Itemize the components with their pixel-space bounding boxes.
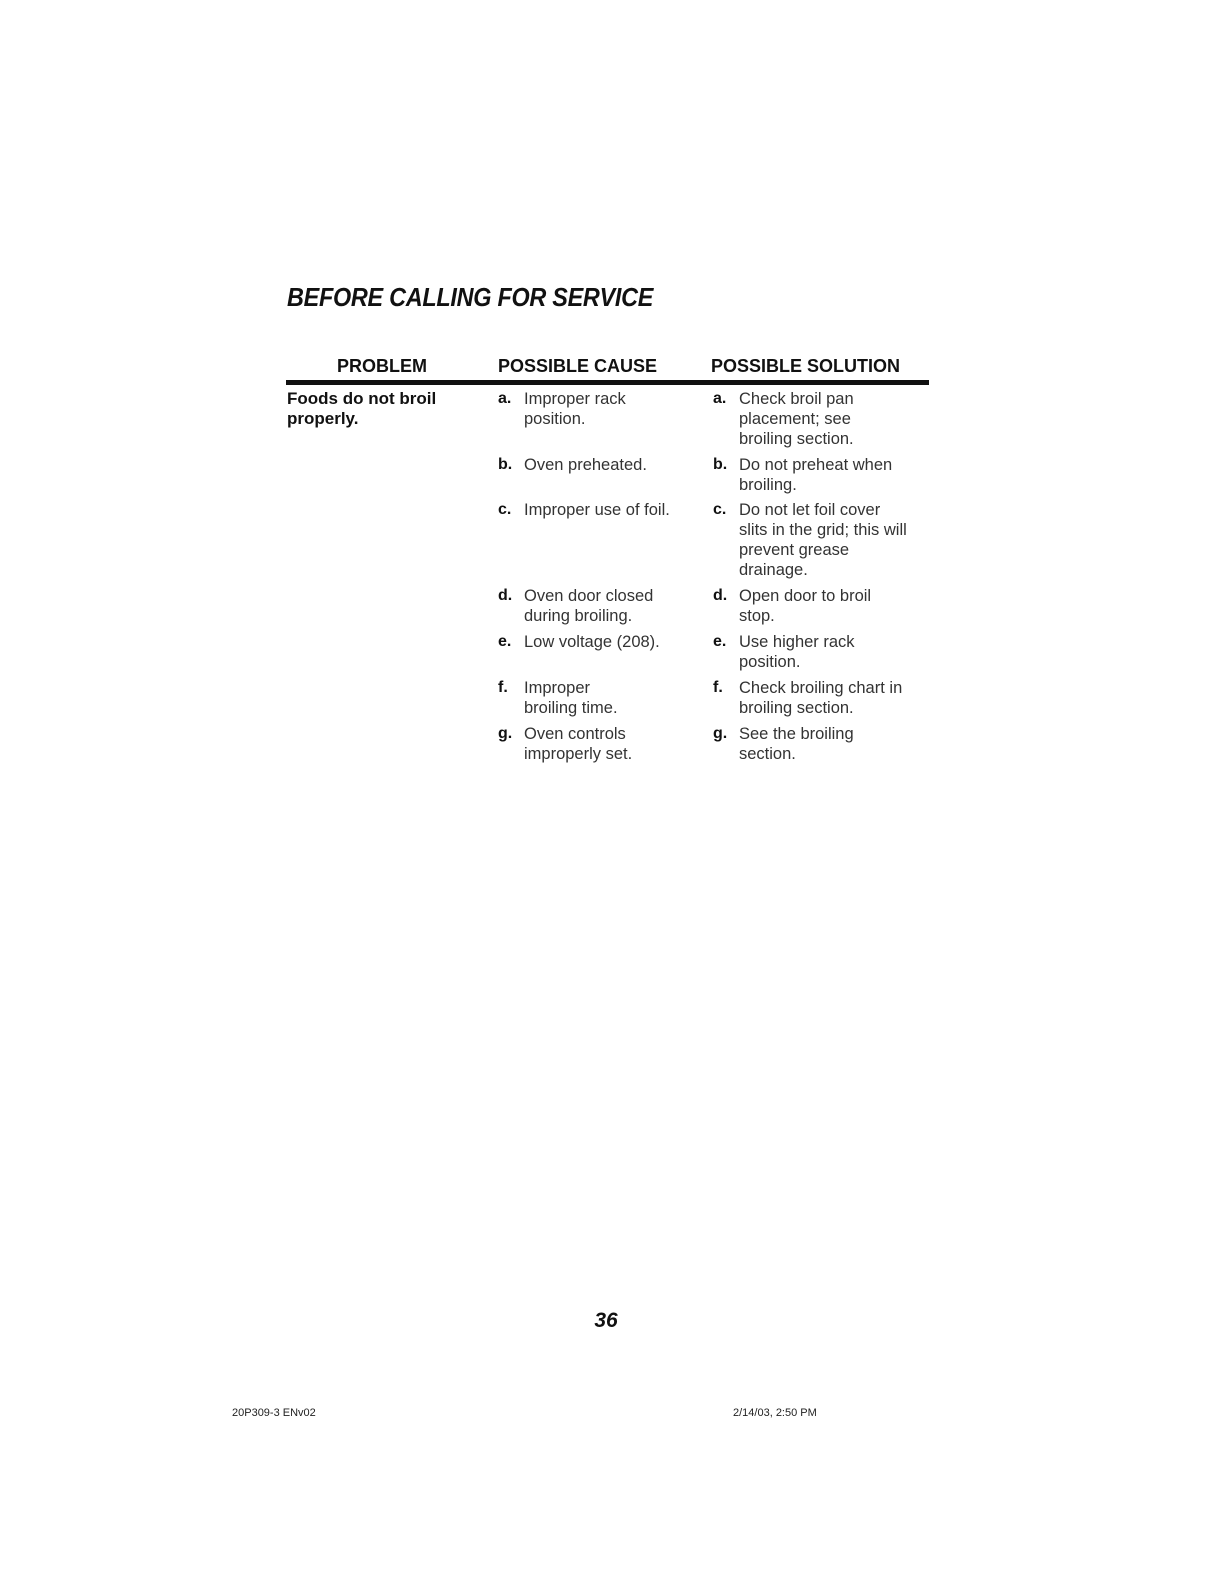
- footer-doc-code: 20P309-3 ENv02: [232, 1407, 316, 1419]
- solution-letter: f.: [713, 679, 723, 696]
- column-header-problem: PROBLEM: [337, 356, 427, 376]
- solution-item-d: [713, 586, 928, 626]
- cause-letter: d.: [498, 587, 513, 604]
- solution-text: See the broiling section.: [739, 725, 854, 763]
- solution-text: Check broiling chart in broiling section.: [739, 679, 903, 717]
- solution-letter: b.: [713, 456, 728, 473]
- solution-item-a: [713, 389, 928, 449]
- solution-item-f: [713, 678, 928, 718]
- solution-item-c: [713, 500, 928, 580]
- cause-letter: a.: [498, 390, 512, 407]
- cause-text: Oven door closed during broiling.: [524, 587, 654, 625]
- solution-letter: d.: [713, 587, 728, 604]
- solution-item-e: [713, 632, 928, 672]
- solution-letter: e.: [713, 633, 727, 650]
- solution-letter: g.: [713, 725, 728, 742]
- cause-item-e: [498, 632, 698, 652]
- cause-item-a: [498, 389, 698, 429]
- cause-text: Low voltage (208).: [524, 633, 660, 651]
- problem-text: Foods do not broil properly.: [287, 389, 437, 428]
- cause-item-b: [498, 455, 698, 475]
- cause-text: Improper broiling time.: [524, 679, 618, 717]
- column-header-cause: POSSIBLE CAUSE: [498, 356, 658, 376]
- solution-item-b: [713, 455, 928, 495]
- cause-item-d: [498, 586, 698, 626]
- solution-text: Use higher rack position.: [739, 633, 855, 671]
- cause-text: Improper use of foil.: [524, 501, 670, 519]
- cause-item-c: [498, 500, 698, 520]
- cause-item-f: [498, 678, 698, 718]
- cause-text: Oven preheated.: [524, 456, 647, 474]
- page-number: 36: [594, 1309, 618, 1332]
- cause-text: Improper rack position.: [524, 390, 626, 428]
- solution-text: Do not preheat when broiling.: [739, 456, 893, 494]
- cause-letter: c.: [498, 501, 512, 518]
- cause-letter: e.: [498, 633, 512, 650]
- cause-item-g: [498, 724, 698, 764]
- solution-item-g: [713, 724, 928, 764]
- cause-letter: b.: [498, 456, 513, 473]
- header-rule: [286, 380, 929, 385]
- cause-letter: g.: [498, 725, 513, 742]
- cause-text: Oven controls improperly set.: [524, 725, 633, 763]
- solution-text: Open door to broil stop.: [739, 587, 872, 625]
- solution-text: Do not let foil cover slits in the grid; this will prevent grease drainage.: [739, 501, 907, 579]
- footer-timestamp: 2/14/03, 2:50 PM: [733, 1407, 817, 1419]
- page-title: BEFORE CALLING FOR SERVICE: [287, 282, 654, 312]
- solution-text: Check broil pan placement; see broiling section.: [739, 390, 854, 448]
- cause-letter: f.: [498, 679, 508, 696]
- solution-letter: c.: [713, 501, 727, 518]
- solution-letter: a.: [713, 390, 727, 407]
- column-header-solution: POSSIBLE SOLUTION: [711, 356, 901, 376]
